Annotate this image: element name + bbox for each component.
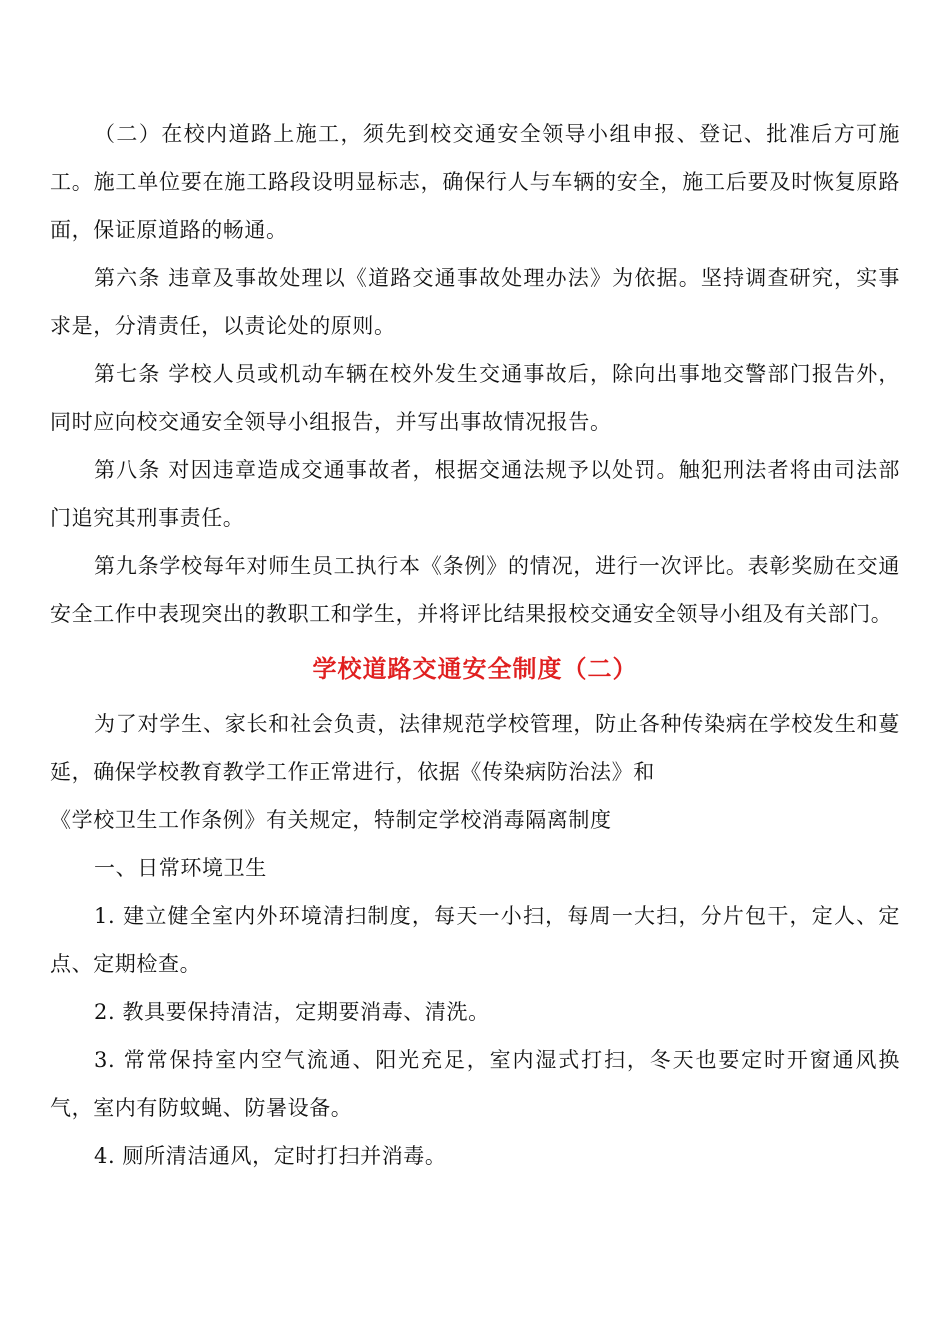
document-page xyxy=(50,110,900,1180)
list-item: 4. 厕所清洁通风，定时打扫并消毒。 xyxy=(94,1144,447,1168)
intro-paragraph-continued: 《学校卫生工作条例》有关规定，特制定学校消毒隔离制度 xyxy=(50,808,612,832)
list-item: 3. 常常保持室内空气流通、阳光充足，室内湿式打扫，冬天也要定时开窗通风换气，室内有防蚊蝇、防暑设备。 xyxy=(50,1048,900,1120)
list-item: 2. 教具要保持清洁，定期要消毒、清洗。 xyxy=(94,1000,490,1024)
intro-paragraph: 为了对学生、家长和社会负责，法律规范学校管理，防止各种传染病在学校发生和蔓延，确保学校教育教学工作正常进行，依据《传染病防治法》和 xyxy=(50,712,900,784)
paragraph-article-9: 第九条学校每年对师生员工执行本《条例》的情况，进行一次评比。表彰奖励在交通安全工作中表现突出的教职工和学生，并将评比结果报校交通安全领导小组及有关部门。 xyxy=(50,554,900,626)
paragraph-article-8: 第八条 对因违章造成交通事故者，根据交通法规予以处罚。触犯刑法者将由司法部门追究其刑事责任。 xyxy=(50,458,900,530)
section-title: 学校道路交通安全制度（二） xyxy=(312,654,638,683)
paragraph-article-7: 第七条 学校人员或机动车辆在校外发生交通事故后，除向出事地交警部门报告外，同时应向校交通安全领导小组报告，并写出事故情况报告。 xyxy=(50,362,900,434)
list-item: 1. 建立健全室内外环境清扫制度，每天一小扫，每周一大扫，分片包干，定人、定点、定期检查。 xyxy=(50,904,900,976)
paragraph-article-6: 第六条 违章及事故处理以《道路交通事故处理办法》为依据。坚持调查研究，实事求是，分清责任，以责论处的原则。 xyxy=(50,266,900,338)
paragraph-construction: （二）在校内道路上施工，须先到校交通安全领导小组申报、登记、批准后方可施工。施工单位要在施工路段设明显标志，确保行人与车辆的安全，施工后要及时恢复原路面，保证原道路的畅通。 xyxy=(50,122,900,242)
heading-daily-hygiene: 一、日常环境卫生 xyxy=(94,856,267,880)
